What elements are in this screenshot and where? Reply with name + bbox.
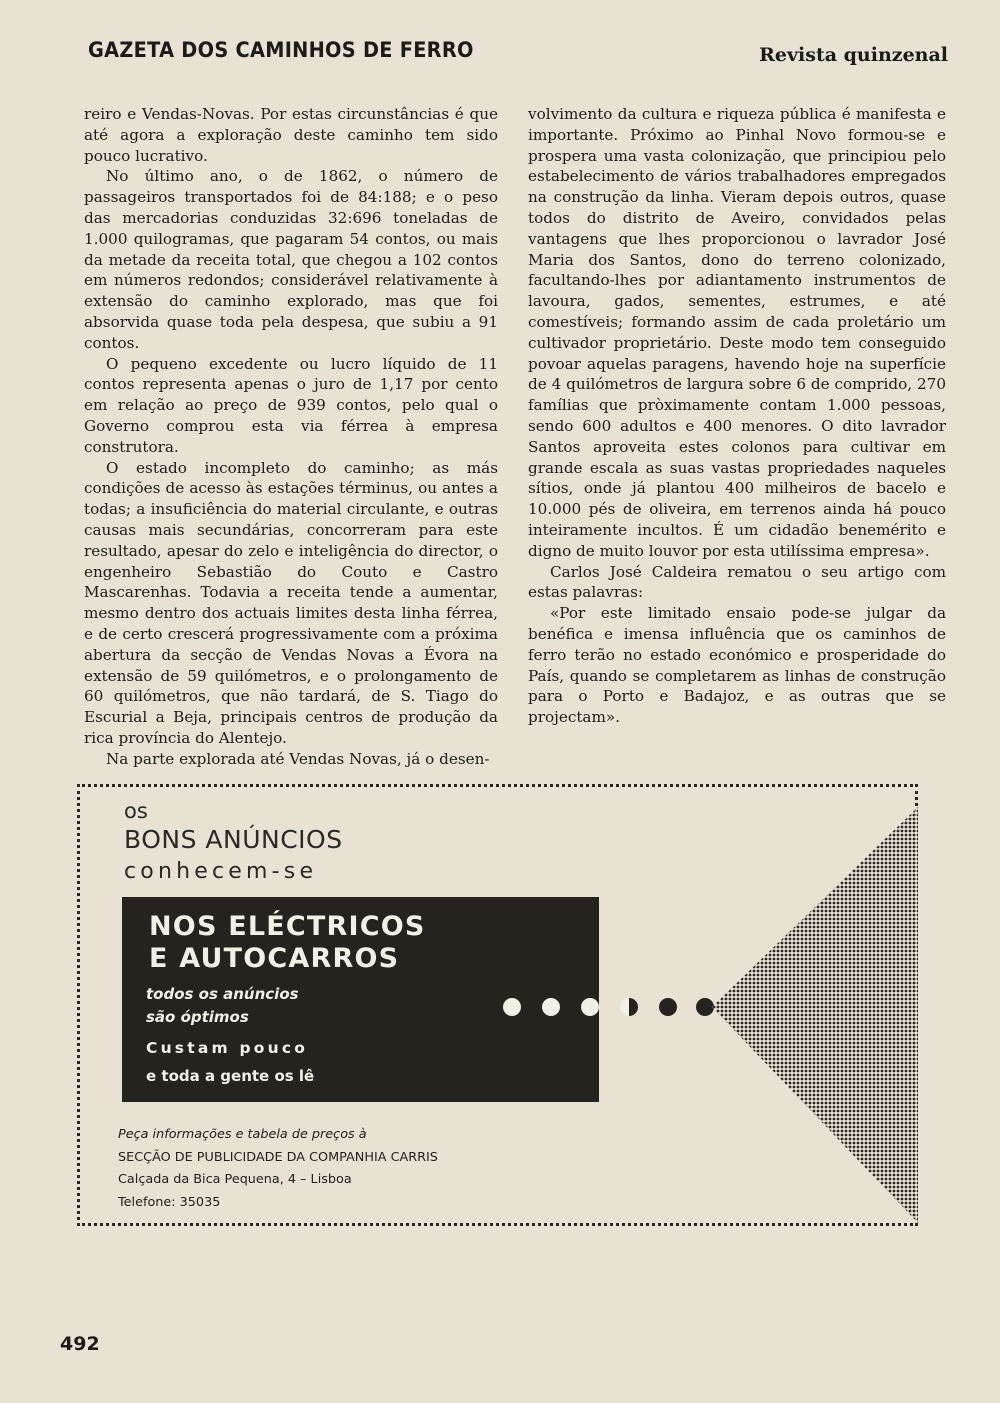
ad-halftone-triangle	[708, 805, 918, 1225]
ad-info-company: SECÇÃO DE PUBLICIDADE DA COMPANHIA CARRIS	[118, 1150, 438, 1165]
paragraph: No último ano, o de 1862, o número de passageiros transportados foi de 84:188; e o peso das mercadorias conduzidas 32:696 toneladas de 1.000 quilogramas, que pagaram 54 contos, ou mais da metade da receita total, que chegou a 102 contos em números redondos; considerável relativamente à extensão do caminho explorado, mas que foi absorvida quase toda pela despesa, que subiu a 91 contos.	[84, 167, 498, 352]
ad-panel-title-2: E AUTOCARROS	[149, 943, 400, 974]
ad-info-phone: Telefone: 35035	[118, 1195, 221, 1210]
ad-panel-text: todos os anúncios	[146, 985, 299, 1003]
ad-headline-bons-anuncios: BONS ANÚNCIOS	[124, 825, 343, 854]
paragraph: Na parte explorada até Vendas Novas, já o desen-	[106, 749, 490, 768]
ad-info-line: Peça informações e tabela de preços à	[118, 1127, 367, 1142]
paragraph: reiro e Vendas-Novas. Por estas circunstâncias é que até agora a exploração deste caminho tem sido pouco lucrativo.	[84, 105, 498, 165]
ad-panel-text: e toda a gente os lê	[146, 1067, 315, 1085]
advertisement-carris	[77, 784, 918, 1226]
ad-dots-decoration	[500, 987, 720, 1027]
paragraph: Carlos José Caldeira rematou o seu artigo com estas palavras:	[528, 562, 946, 602]
paragraph: «Por este limitado ensaio pode-se julgar da benéfica e imensa influência que os caminhos de ferro terão no estado económico e prosperidade do País, quando se completarem as linhas de construção para o Porto e Badajoz, e as outras que se projectam».	[528, 604, 946, 727]
journal-title: GAZETA DOS CAMINHOS DE FERRO	[88, 38, 474, 62]
article-column-right	[528, 104, 946, 728]
journal-subtitle: Revista quinzenal	[759, 44, 948, 66]
ad-headline-os: os	[124, 799, 148, 823]
ad-panel-text: são óptimos	[146, 1008, 249, 1026]
page-number: 492	[60, 1333, 100, 1355]
paragraph: O pequeno excedente ou lucro líquido de 11 contos representa apenas o juro de 1,17 por cento em relação ao preço de 939 contos, pelo qual o Governo comprou esta via férrea à empresa construtora.	[84, 354, 498, 456]
paragraph: O estado incompleto do caminho; as más condições de acesso às estações términus, ou antes a todas; a insuficiência do material circulante, e outras causas mais secundárias, concorreram para este resultado, apesar do zelo e inteligência do director, o engenheiro Sebastião do Couto e Castro Mascarenhas. Todavia a receita tende a aumentar, mesmo dentro dos actuais limites desta linha férrea, e de certo crescerá progressivamente com a próxima abertura da secção de Vendas Novas a Évora na extensão de 59 quilómetros, e o prolongamento de 60 quilómetros, que não tardará, de S. Tiago do Escurial a Beja, principais centros de produção da rica província do Alentejo.	[84, 458, 498, 747]
ad-panel-text: Custam pouco	[146, 1039, 309, 1057]
ad-panel-title-1: NOS ELÉCTRICOS	[149, 911, 426, 942]
ad-headline-conhecem: conhecem-se	[124, 859, 318, 884]
article-column-left	[84, 104, 498, 770]
ad-info-address: Calçada da Bica Pequena, 4 – Lisboa	[118, 1172, 352, 1187]
paragraph: volvimento da cultura e riqueza pública é manifesta e importante. Próximo ao Pinhal Novo formou-se e prospera uma vasta colonização, que principiou pelo estabelecimento de vários trabalhadores empregados na construção da linha. Vieram depois outros, quase todos do distrito de Aveiro, convidados pelas vantagens que lhes proporcionou o lavrador José Maria dos Santos, dono do terreno colonizado, facultando-lhes por adiantamento instrumentos de lavoura, gados, sementes, estrumes, e até comestíveis; formando assim de cada proletário um cultivador proprietário. Deste modo tem conseguido povoar aquelas paragens, havendo hoje na superfície de 4 quilómetros de largura sobre 6 de comprido, 270 famílias que pròximamente contam 1.000 pessoas, sendo 600 adultos e 400 menores. O dito lavrador Santos aproveita estes colonos para cultivar em grande escala as suas vastas propriedades naqueles sítios, onde já plantou 400 milheiros de bacelo e 10.000 pés de oliveira, em terrenos ainda há pouco inteiramente incultos. É um cidadão benemérito e digno de muito louvor por esta utilíssima empresa».	[528, 105, 946, 560]
